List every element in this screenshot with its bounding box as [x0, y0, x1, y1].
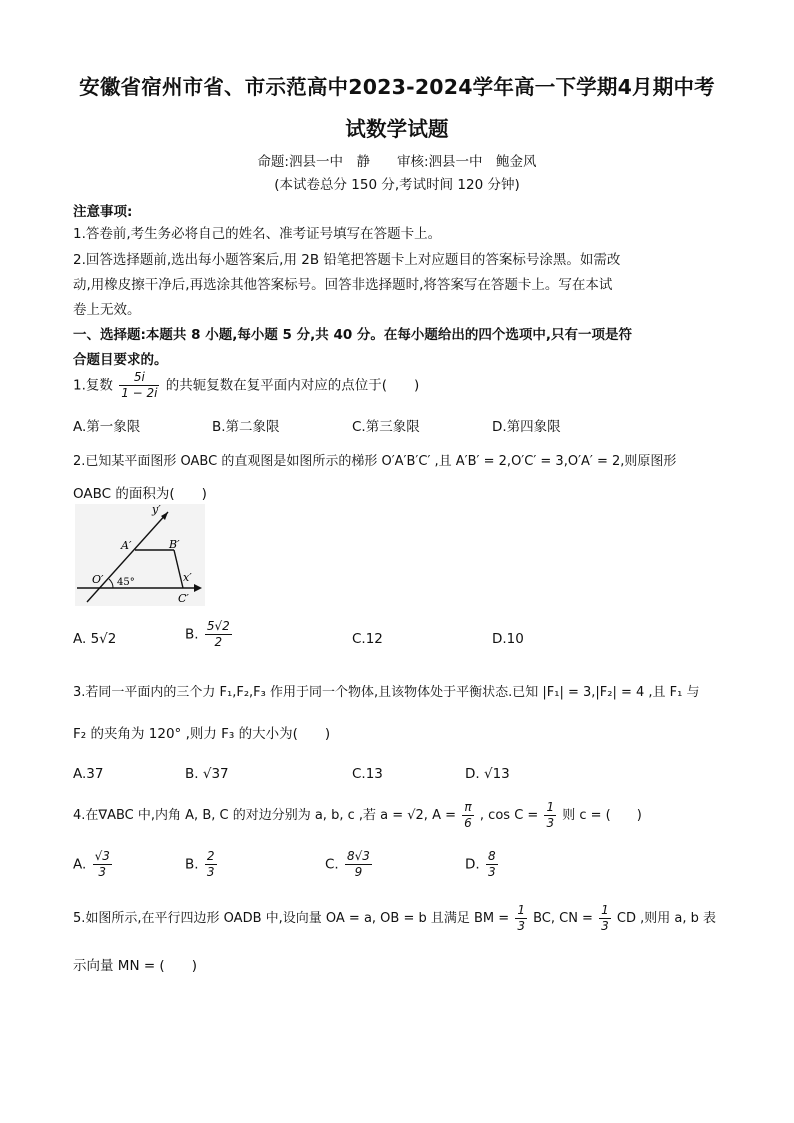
- exam-title-line2: 试数学试题: [345, 117, 449, 141]
- question-5: [73, 903, 723, 934]
- label-y-axis: y′: [152, 504, 161, 516]
- q4-option-c-num: 8√3: [347, 849, 370, 863]
- figure-background: [75, 504, 205, 606]
- section1-line1: 一、选择题:本题共 8 小题,每小题 5 分,共 40 分。在每小题给出的四个选项中,只有一项是符: [73, 327, 633, 343]
- q3-option-d: D. √13: [465, 766, 510, 782]
- q4-frac2-den: 3: [546, 816, 555, 830]
- q2-option-b-fraction: [205, 619, 232, 650]
- q4-option-d: [465, 849, 500, 880]
- q4-frac2-num: 1: [546, 800, 555, 814]
- section1-line2: 合题目要求的。: [73, 352, 168, 368]
- q4-option-c-den: 9: [354, 865, 363, 879]
- q4-option-a-num: √3: [94, 849, 110, 863]
- q3-option-a: A.37: [73, 766, 104, 782]
- q2-option-b-num: 5√2: [206, 619, 230, 633]
- q2-line2: OABC 的面积为( ): [73, 486, 207, 502]
- q1-option-d: D.第四象限: [492, 419, 561, 435]
- notice-item2-line2: 动,用橡皮擦干净后,再选涂其他答案标号。回答非选择题时,将答案写在答题卡上。写在本试: [73, 277, 613, 293]
- q5-fraction-1: [515, 903, 527, 934]
- label-angle-45: 45°: [117, 577, 135, 588]
- label-a-prime: A′: [121, 539, 132, 552]
- q2-option-d: D.10: [492, 631, 524, 647]
- q4-option-a-den: 3: [98, 865, 107, 879]
- q4-option-b: [185, 849, 219, 880]
- q2-option-b: [185, 619, 234, 650]
- q1-prefix: 1.复数: [73, 377, 113, 394]
- notice-item1: 1.答卷前,考生务必将自己的姓名、准考证号填写在答题卡上。: [73, 226, 442, 242]
- q4-prefix: 4.在∇ABC 中,内角 A, B, C 的对边分别为 a, b, c ,若 a = √2, A =: [73, 808, 456, 823]
- q4-suffix: 则 c = ( ): [562, 808, 642, 823]
- q2-option-a: A. 5√2: [73, 631, 117, 647]
- q4-option-d-den: 3: [487, 865, 496, 879]
- q5-prefix: 5.如图所示,在平行四边形 OADB 中,设向量 OA = a, OB = b 且满足 BM =: [73, 911, 510, 926]
- q4-middle: , cos C =: [479, 808, 539, 823]
- q4-option-c-fraction: [345, 849, 372, 880]
- question-4: [73, 800, 723, 831]
- q4-option-c: [325, 849, 374, 880]
- q5-line2: 示向量 MN = ( ): [73, 958, 197, 974]
- q2-option-b-den: 2: [214, 635, 223, 649]
- q1-option-c: C.第三象限: [352, 419, 420, 435]
- exam-title-line1: 安徽省宿州市省、市示范高中2023-2024学年高一下学期4月期中考: [79, 75, 715, 99]
- q1-fraction: [119, 370, 159, 401]
- q2-option-c: C.12: [352, 631, 383, 647]
- q4-option-b-den: 3: [206, 865, 215, 879]
- q1-frac-num: 5i: [119, 370, 159, 386]
- q3-option-b: B. √37: [185, 766, 229, 782]
- q2-line1: 2.已知某平面图形 OABC 的直观图是如图所示的梯形 O′A′B′C′ ,且 A′B′ = 2,O′C′ = 3,O′A′ = 2,则原图形: [73, 454, 677, 469]
- q4-option-d-label: D.: [465, 856, 480, 873]
- q4-option-a: [73, 849, 114, 880]
- exam-info: (本试卷总分 150 分,考试时间 120 分钟): [274, 177, 520, 193]
- q2-option-b-label: B.: [185, 626, 199, 643]
- label-x-axis: x′: [183, 571, 192, 584]
- q4-option-b-label: B.: [185, 856, 199, 873]
- q4-fraction-1: [462, 800, 474, 831]
- q1-frac-den: 1 − 2i: [121, 386, 158, 400]
- q4-option-b-num: 2: [206, 849, 215, 863]
- q4-frac1-num: π: [462, 800, 474, 816]
- q5-frac1-den: 3: [517, 919, 525, 933]
- q4-option-a-label: A.: [73, 856, 87, 873]
- q1-option-b: B.第二象限: [212, 419, 280, 435]
- q5-frac2-num: 1: [601, 903, 609, 917]
- label-o-prime: O′: [92, 573, 104, 586]
- q1-suffix: 的共轭复数在复平面内对应的点位于( ): [165, 377, 420, 394]
- q1-option-a: A.第一象限: [73, 419, 141, 435]
- q5-frac2-den: 3: [601, 919, 609, 933]
- q4-option-a-fraction: [93, 849, 112, 880]
- question-1: [73, 370, 723, 401]
- q4-option-d-fraction: [486, 849, 498, 880]
- q3-line2: F₂ 的夹角为 120° ,则力 F₃ 的大小为( ): [73, 726, 331, 742]
- label-c-prime: C′: [178, 592, 189, 605]
- q3-option-c: C.13: [352, 766, 383, 782]
- q2-figure: [75, 504, 205, 606]
- notice-heading: 注意事项:: [73, 204, 133, 220]
- exam-authors: 命题:泗县一中 静 审核:泗县一中 鲍金风: [257, 154, 537, 170]
- notice-item2-line1: 2.回答选择题前,选出每小题答案后,用 2B 铅笔把答题卡上对应题目的答案标号涂黑。如需改: [73, 252, 621, 268]
- q5-mid: BC, CN =: [533, 911, 593, 926]
- q4-option-b-fraction: [205, 849, 217, 880]
- q5-suffix: CD ,则用 a, b 表: [616, 911, 716, 926]
- q3-line1: 3.若同一平面内的三个力 F₁,F₂,F₃ 作用于同一个物体,且该物体处于平衡状态.已知 |F₁| = 3,|F₂| = 4 ,且 F₁ 与: [73, 685, 700, 700]
- notice-item2-line3: 卷上无效。: [73, 302, 141, 318]
- q4-option-c-label: C.: [325, 856, 339, 873]
- q4-frac1-den: 6: [464, 816, 472, 830]
- q4-option-d-num: 8: [487, 849, 496, 863]
- label-b-prime: B′: [169, 538, 180, 551]
- q5-fraction-2: [599, 903, 611, 934]
- q5-frac1-num: 1: [517, 903, 525, 917]
- q4-fraction-2: [544, 800, 556, 831]
